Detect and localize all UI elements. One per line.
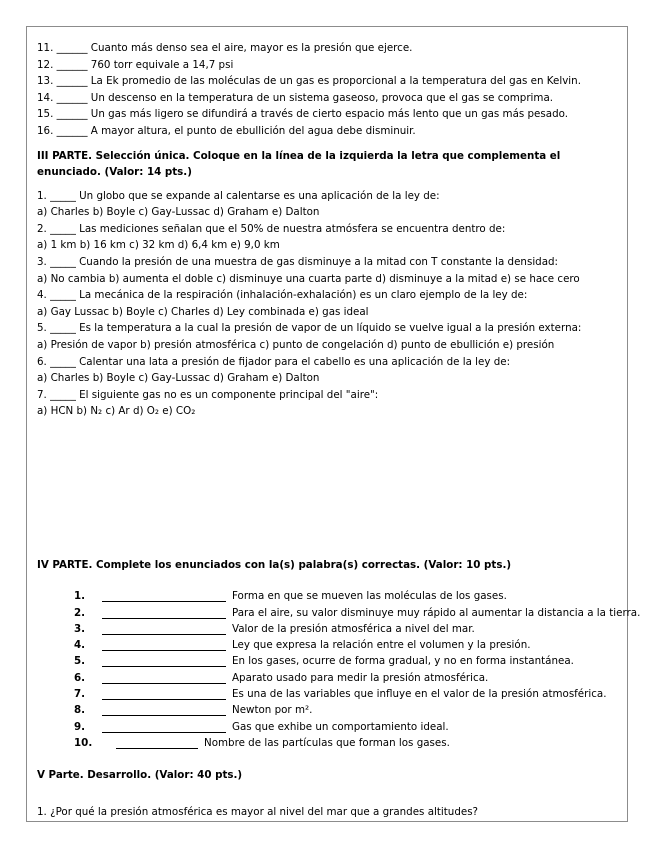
fill-in-item (74, 586, 640, 602)
fill-in-item (74, 635, 640, 651)
fill-in-statement: Forma en que se mueven las moléculas de los gases. (232, 590, 507, 603)
fill-in-statement: Aparato usado para medir la presión atmosférica. (232, 671, 489, 684)
mc-options-2: a) 1 km b) 16 km c) 32 km d) 6,4 km e) 9,0 km (37, 239, 280, 252)
mc-options-7: a) HCN b) N₂ c) Ar d) O₂ e) CO₂ (37, 405, 196, 418)
mc-options-1: a) Charles b) Boyle c) Gay-Lussac d) Graham e) Dalton (37, 206, 320, 219)
mc-options-5: a) Presión de vapor b) presión atmosférica c) punto de congelación d) punto de ebullición e) presión (37, 338, 555, 351)
fill-in-blank[interactable] (102, 655, 226, 667)
section4-title: IV PARTE. Complete los enunciados con la(s) palabra(s) correctas. (Valor: 10 pts.) (37, 559, 512, 571)
fill-in-blank[interactable] (102, 623, 226, 635)
fill-in-number: 2. (74, 606, 86, 619)
tf-item-12: 12. ______ 760 torr equivale a 14,7 psi (37, 58, 234, 71)
tf-item-13: 13. ______ La Ek promedio de las moléculas de un gas es proporcional a la temperatura del gas en Kelvin. (37, 75, 581, 88)
mc-options-6: a) Charles b) Boyle c) Gay-Lussac d) Graham e) Dalton (37, 372, 320, 385)
fill-in-statement: Para el aire, su valor disminuye muy rápido al aumentar la distancia a la tierra. (232, 606, 641, 619)
fill-in-number: 9. (74, 720, 86, 733)
fill-in-blank[interactable] (102, 639, 226, 651)
fill-in-item (74, 667, 640, 683)
fill-in-item (74, 684, 640, 700)
fill-in-blank[interactable] (102, 704, 226, 716)
mc-question-4: 4. _____ La mecánica de la respiración (inhalación-exhalación) es un claro ejemplo de la ley de: (37, 289, 528, 302)
fill-in-statement: En los gases, ocurre de forma gradual, y no en forma instantánea. (232, 655, 574, 668)
fill-in-statement: Es una de las variables que influye en el valor de la presión atmosférica. (232, 688, 607, 701)
mc-options-4: a) Gay Lussac b) Boyle c) Charles d) Ley combinada e) gas ideal (37, 305, 369, 318)
tf-item-14: 14. ______ Un descenso en la temperatura de un sistema gaseoso, provoca que el gas se comprima. (37, 91, 554, 104)
fill-in-number: 6. (74, 671, 86, 684)
fill-in-number: 8. (74, 704, 86, 717)
mc-question-3: 3. _____ Cuando la presión de una muestra de gas disminuye a la mitad con T constante la densidad: (37, 255, 559, 268)
fill-in-number: 7. (74, 688, 86, 701)
fill-in-item (74, 700, 640, 716)
fill-in-item (74, 651, 640, 667)
mc-question-2: 2. _____ Las mediciones señalan que el 50% de nuestra atmósfera se encuentra dentro de: (37, 222, 506, 235)
fill-in-item (74, 733, 640, 749)
fill-in-statement: Gas que exhibe un comportamiento ideal. (232, 720, 449, 733)
fill-in-statement: Valor de la presión atmosférica a nivel del mar. (232, 622, 475, 635)
essay-question-1: 1. ¿Por qué la presión atmosférica es mayor al nivel del mar que a grandes altitudes? (37, 806, 479, 818)
tf-item-15: 15. ______ Un gas más ligero se difundirá a través de cierto espacio más lento que un gas más pesado. (37, 108, 568, 121)
fill-in-number: 10. (74, 736, 93, 749)
mc-question-6: 6. _____ Calentar una lata a presión de fijador para el cabello es una aplicación de la ley de: (37, 355, 511, 368)
tf-item-11: 11. ______ Cuanto más denso sea el aire, mayor es la presión que ejerce. (37, 42, 413, 54)
fill-in-blank[interactable] (102, 672, 226, 684)
fill-in-number: 4. (74, 639, 86, 652)
fill-in-item (74, 716, 640, 732)
fill-in-blank[interactable] (116, 737, 198, 749)
mc-question-5: 5. _____ Es la temperatura a la cual la presión de vapor de un líquido se vuelve igual a la presión externa: (37, 322, 582, 335)
section5-title: V Parte. Desarrollo. (Valor: 40 pts.) (37, 769, 243, 781)
fill-in-number: 1. (74, 590, 86, 603)
fill-in-number: 5. (74, 655, 86, 668)
fill-in-statement: Nombre de las partículas que forman los gases. (204, 736, 450, 749)
worksheet-page (26, 26, 641, 822)
mc-question-1: 1. _____ Un globo que se expande al calentarse es una aplicación de la ley de: (37, 189, 440, 202)
fill-in-item (74, 602, 640, 618)
fill-in-item (74, 619, 640, 635)
fill-in-blank[interactable] (102, 688, 226, 700)
fill-in-blank[interactable] (102, 590, 226, 602)
upper-content (37, 40, 623, 420)
fill-in-blank[interactable] (102, 721, 226, 733)
fill-in-statement: Newton por m². (232, 704, 313, 717)
mc-question-7: 7. _____ El siguiente gas no es un componente principal del "aire": (37, 388, 379, 401)
fill-in-list (74, 586, 640, 749)
fill-in-statement: Ley que expresa la relación entre el volumen y la presión. (232, 639, 531, 652)
fill-in-blank[interactable] (102, 607, 226, 619)
fill-in-number: 3. (74, 622, 86, 635)
mc-options-3: a) No cambia b) aumenta el doble c) disminuye una cuarta parte d) disminuye a la mitad e) se hace cero (37, 272, 580, 285)
tf-item-16: 16. ______ A mayor altura, el punto de ebullición del agua debe disminuir. (37, 124, 416, 137)
section3-title: III PARTE. Selección única. Coloque en la línea de la izquierda la letra que complementa el enunciado. (Valor: 14 pts.) (37, 149, 561, 178)
